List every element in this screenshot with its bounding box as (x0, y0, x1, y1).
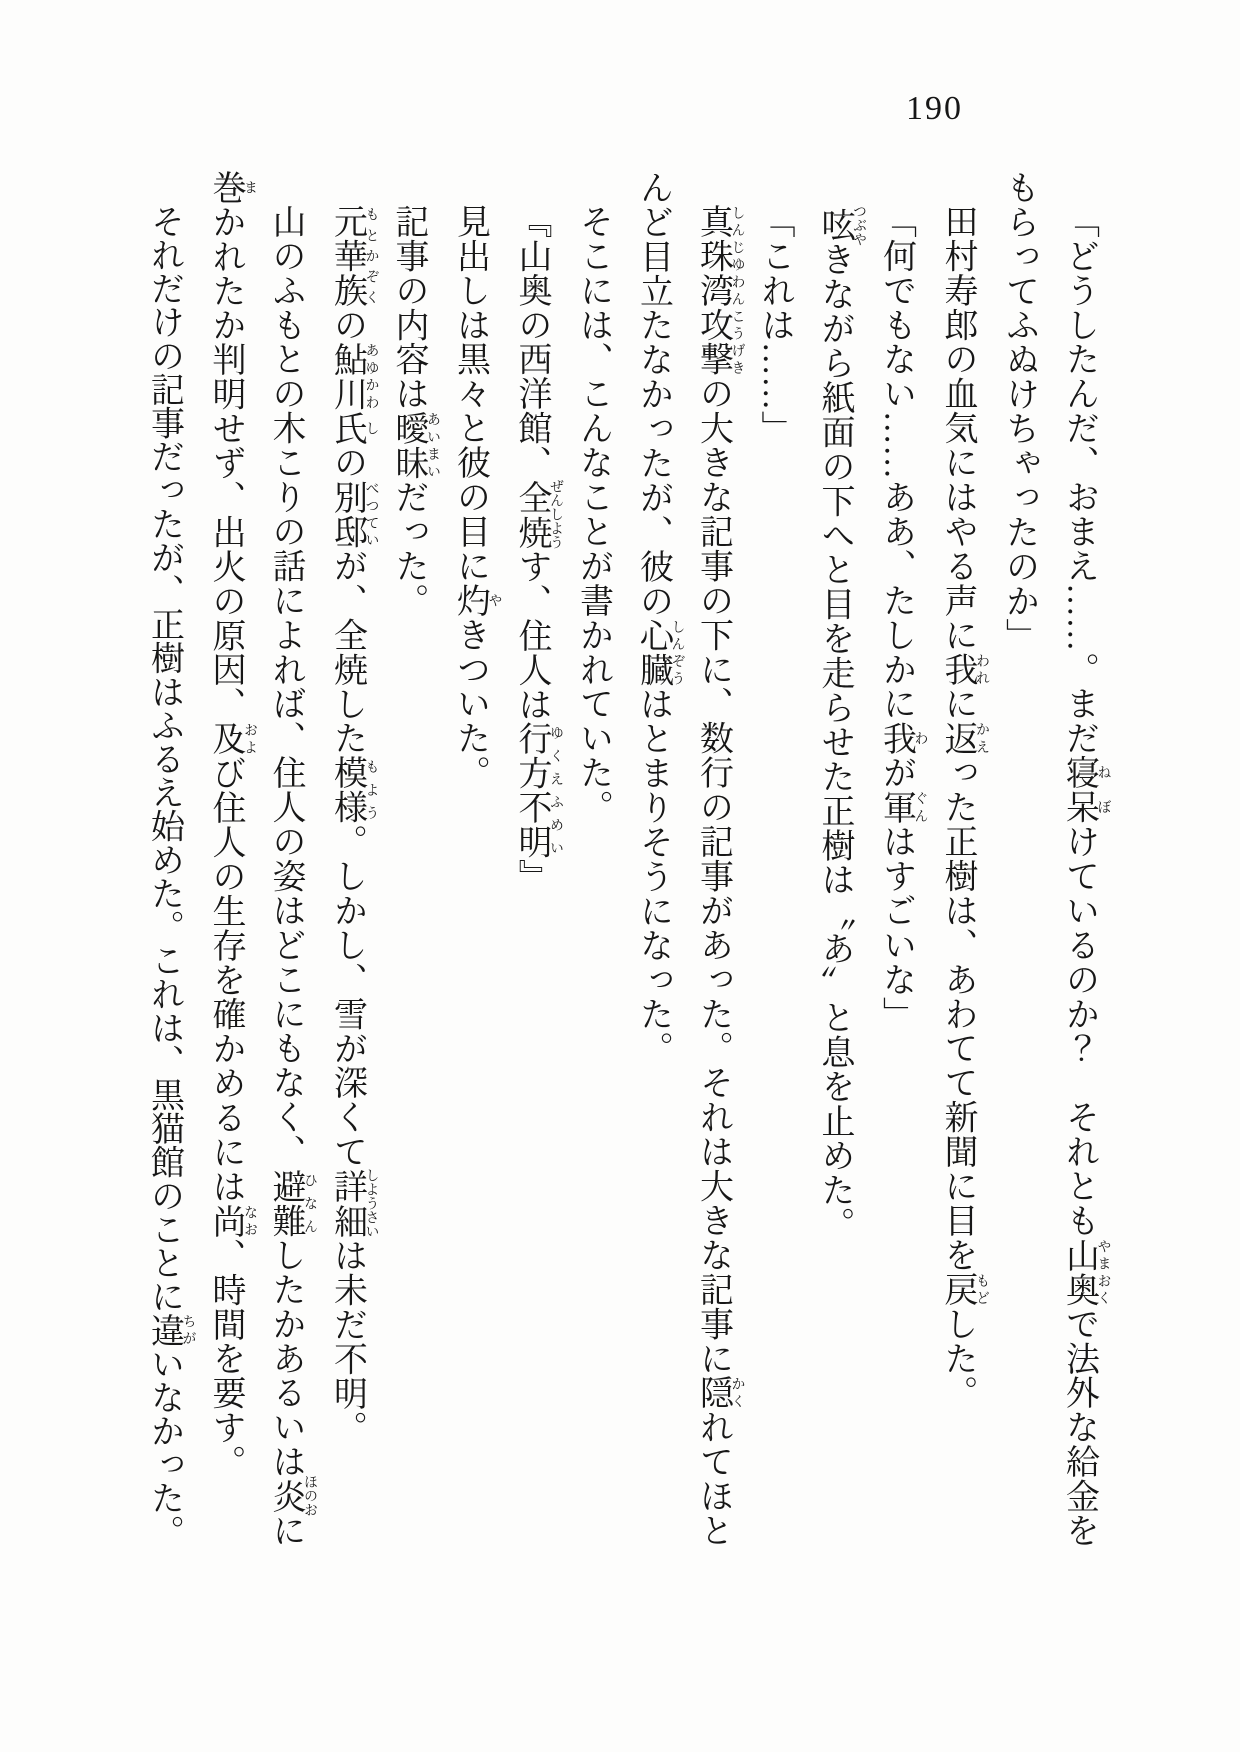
furigana-word: 呟つぶや (816, 204, 866, 246)
furigana-word: 全焼ぜんしよう (513, 479, 563, 550)
paragraph: 『山奥の西洋館、全焼ぜんしようす、住人は行方不明ゆくえふめい』 (513, 204, 563, 894)
paragraph: それだけの記事だったが、正樹はふるえ始めた。これは、黒猫館のことに違ちがいなかった。 (145, 204, 196, 1549)
furigana-word: 軍ぐん (877, 789, 928, 825)
furigana-word: 炎ほのお (267, 1474, 317, 1517)
furigana-word: 曖昧あいまい (390, 410, 440, 480)
paragraph: 田村寿郎の血気にはやる声に我われに返かえった正樹は、あわてて新聞に目を戻もどした。 (939, 204, 989, 1410)
furigana-word: 行方不明ゆくえふめい (513, 721, 563, 860)
paragraph: 「何でもない……ああ、たしかに我わが軍ぐんはすごいな」 (877, 204, 928, 1031)
furigana-word: 氏し (328, 410, 379, 446)
furigana-word: 戻もど (939, 1271, 989, 1307)
paragraph: 「どうしたんだ、おまえ……。まだ寝呆ねぼけているのか？ それとも山奥やまおくで法外な給金をもらってふぬけちゃったのか」 (1000, 170, 1111, 1548)
furigana-word: 返かえ (939, 720, 989, 756)
furigana-word: 心臓しんぞう (634, 617, 685, 687)
paragraph: 呟つぶやきながら紙面の下へと目を走らせた正樹は〝あ〟と息を止めた。 (816, 204, 866, 1242)
furigana-word: 避難ひなん (267, 1168, 317, 1238)
paragraph: 見出しは黒々と彼の目に灼やきついた。 (451, 204, 502, 790)
furigana-word: 隠かく (694, 1375, 745, 1410)
furigana-word: 寝呆ねぼ (1060, 755, 1111, 825)
paragraph: 山のふもとの木こりの話によれば、住人の姿はどこにもなく、避難ひなんしたかあるいは炎ほのおに巻まかれたか判明せず、出火の原因、及および住人の生存を確かめるには尚なお、時間を要す。 (207, 170, 317, 1548)
furigana-word: 我われ (939, 651, 989, 687)
furigana-word: 別邸べつてい (328, 479, 379, 549)
page-number: 190 (906, 90, 963, 127)
furigana-word: 模様もよう (328, 755, 379, 825)
furigana-word: 我わ (877, 720, 928, 756)
furigana-word: 違ちが (145, 1312, 196, 1347)
furigana-word: 灼や (451, 582, 502, 618)
furigana-word: 尚なお (207, 1203, 257, 1238)
furigana-word: 巻ま (207, 170, 257, 205)
body-text-block (134, 170, 1111, 1560)
paragraph: 元華族もとかぞくの鮎川あゆかわ氏しの別邸べつていが、全焼した模様もよう。しかし、雪が深くて詳細しようさいは未だ不明。 (328, 204, 379, 1445)
paragraph: そこには、こんなことが書かれていた。 (574, 204, 612, 825)
furigana-word: 山奥やまおく (1060, 1237, 1111, 1307)
furigana-word: 詳細しようさい (328, 1168, 379, 1239)
furigana-word: 及およ (207, 721, 257, 756)
paragraph: 真珠湾攻撃しんじゆわんこうげきの大きな記事の下に、数行の記事があった。それは大きな記事に隠かくれてほとんど目立たなかったが、彼の心臓しんぞうはとまりそうになった。 (634, 170, 745, 1548)
paragraph: 記事の内容は曖昧あいまいだった。 (390, 204, 440, 618)
furigana-word: 真珠湾攻撃しんじゆわんこうげき (694, 204, 745, 377)
furigana-word: 鮎川あゆかわ (328, 341, 379, 411)
furigana-word: 元華族もとかぞく (328, 204, 379, 308)
paragraph: 「これは……」 (756, 204, 793, 446)
